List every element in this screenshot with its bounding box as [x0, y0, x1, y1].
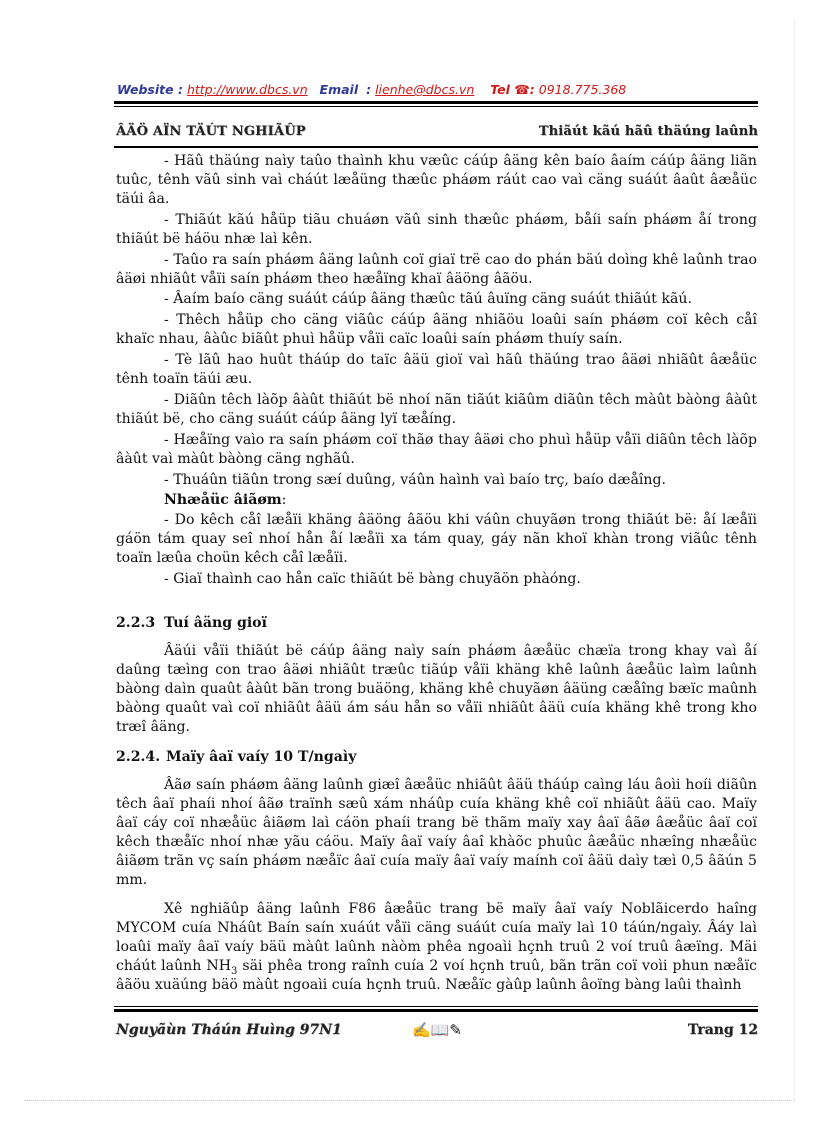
contact-line [117, 82, 626, 97]
website-link[interactable]: http://www.dbcs.vn [186, 82, 308, 97]
paragraph: - Thêch håüp cho cäng viãûc cáúp âäng nhiãöu loaûi saín pháøm coï kêch cåî khaïc nhau, âàûc biãût phuì håüp våïi caïc loaûi saín pháøm thuíy saín. [116, 312, 757, 347]
tel-label: Tel ☎: [490, 82, 535, 97]
section-title: Maïy âaï vaíy 10 T/ngaìy [166, 749, 357, 765]
paragraph: - Thiãút kãú håüp tiãu chuáøn vãû sinh thæûc pháøm, båíi saín pháøm åí trong thiãút bë háöu nhæ laì kên. [116, 212, 757, 247]
section-heading [116, 748, 757, 767]
paragraph: - Taûo ra saín pháøm âäng laûnh coï giaï trë cao do phán bäú doìng khê laûnh trao âäøi nhiãût våïi saín pháøm theo hæåïng khaï âäöng âãöu. [116, 252, 757, 287]
header-right-title: Thiãút kãú hãû thäúng laûnh [538, 124, 758, 139]
paragraph: - Tè lãû hao huût tháúp do taïc âäü gioï vaì hãû thäúng trao âäøi nhiãût âæåüc tênh toaïn täúi æu. [116, 352, 757, 387]
paragraph: - Thuáûn tiãûn trong sæí duûng, váûn haình vaì baío trç, baío dæåîng. [164, 472, 666, 488]
tel-number: 0918.775.368 [538, 82, 627, 97]
footer-author: Nguyãùn Tháún Huìng 97N1 [116, 1022, 342, 1038]
paragraph: Âãø saín pháøm âäng laûnh giæî âæåüc nhiãût âäü tháúp caìng láu âoìi hoíi diãûn têch âaï phaíi nhoí âãø traïnh sæû xám nháûp cuía khäng khê coï nhiãût âäü cao. Maïy âaï cáy coï nhæåüc âiãøm laì cáön phaíi trang bë thãm maïy xay âaï âãø âæåüc âaï coï kêch thæåïc nhoí nhæ yãu cáöu. Maïy âaï vaíy âaî khàõc phuûc âæåüc nhæîng nhæåüc âiãøm trãn vç saín pháøm næåïc âaï cuía maïy âaï vaíy maính coï âäü daìy tæì 0,5 âãún 5 mm. [116, 777, 757, 888]
email-label: Email [319, 82, 359, 97]
paragraph: Âäúi våïi thiãút bë cáúp âäng naìy saín pháøm âæåüc chæïa trong khay vaì åí daûng tæìng con trao âäøi nhiãût træûc tiãúp våïi khäng khê laûnh âæåüc laìm laûnh bàòng daìn quaût âàût bãn trong buäöng, khäng khê chuyãøn âäüng cæåîng bæïc maûnh bàòng quaût vaì coï nhiãût âäü ám sáu hån so våïi nhiãût âäü cuía khäng khê trong kho træî âäng. [116, 643, 757, 735]
paragraph: - Do kêch cåî læåïi khäng âäöng âãöu khi váûn chuyãøn trong thiãút bë: åí læåïi gáön tám quay seî nhoí hån åí læåïi xa tám quay, gáy nãn khoï khàn trong viãûc tênh toaïn læûa choün kêch cåî læåïi. [116, 512, 757, 566]
email-link[interactable]: lienhe@dbcs.vn [375, 82, 475, 97]
footer-ornament-icon: ✍📖✎ [412, 1021, 462, 1039]
paragraph: - Diãûn têch làõp âàût thiãút bë nhoí nãn tiãút kiãûm diãûn têch màût bàòng âàût thiãút bë, cho cäng suáút cáúp âäng lyï tæåíng. [116, 392, 757, 427]
section-title: Tuí âäng gioï [164, 615, 267, 631]
section-number: 2.2.4. [116, 749, 161, 765]
paragraph [116, 900, 757, 995]
footer-page-number: Trang 12 [687, 1022, 758, 1038]
body-text [116, 152, 757, 995]
header-rule-thin [114, 106, 758, 107]
page-edge-bottom [24, 1100, 794, 1101]
paragraph: - Âaím baío cäng suáút cáúp âäng thæûc tãú âuïng cäng suáút thiãút kãú. [164, 291, 692, 307]
drawbacks-colon: : [281, 492, 287, 508]
paragraph-text: Xê nghiãûp âäng laûnh F86 âæåüc trang bë maïy âaï vaíy Noblãicerdo haîng MYCOM cuía Nháût Baín saín xuáút våïi cäng suáút cuía maïy laì 10 táún/ngaìy. Âáy laì loaûi maïy âaï vaíy bäü màût laûnh nàòm phêa ngoaìi hçnh truû 2 voí truû âæïng. Mäi cháút laûnh NH [116, 901, 757, 974]
website-label: Website : [117, 82, 183, 97]
paragraph: - Hãû thäúng naìy taûo thaình khu væûc cáúp âäng kên baío âaím cáúp âäng liãn tuûc, tênh vãû sinh vaì cháút læåüng thæûc pháøm ráút cao vaì cäng suáút âaût âæåüc täúi âa. [116, 153, 757, 207]
header-bottom-rule [114, 146, 758, 148]
subscript: 3 [230, 965, 238, 977]
email-separator: : [366, 82, 372, 97]
section-heading [116, 614, 757, 633]
drawbacks-heading: Nhæåüc âiãøm [164, 492, 282, 508]
footer-rule-thick [114, 1009, 758, 1012]
footer-rule-thin [114, 1006, 758, 1007]
page-edge-right [794, 20, 795, 1100]
subheading [116, 491, 757, 510]
header-left-title: ÂÄÖ AÏN TÄÚT NGHIÃÛP [116, 124, 306, 139]
paragraph: - Hæåïng vaìo ra saín pháøm coï thãø thay âäøi cho phuì håüp våïi diãûn têch làõp âàût vaì màût bàòng cäng nghãû. [116, 432, 757, 467]
paragraph: - Giaï thaình cao hån caïc thiãút bë bàng chuyãön phàóng. [164, 571, 581, 587]
header-rule-thick [114, 101, 758, 104]
section-number: 2.2.3 [116, 615, 156, 631]
paragraph-text: säi phêa trong raînh cuía 2 voí hçnh truû, bãn trãn coï voìi phun næåïc âãöu xuäúng bäö màût ngoaìi cuía hçnh truû. Næåïc gàûp laûnh âoïng bàng laûi thaình [116, 958, 757, 993]
